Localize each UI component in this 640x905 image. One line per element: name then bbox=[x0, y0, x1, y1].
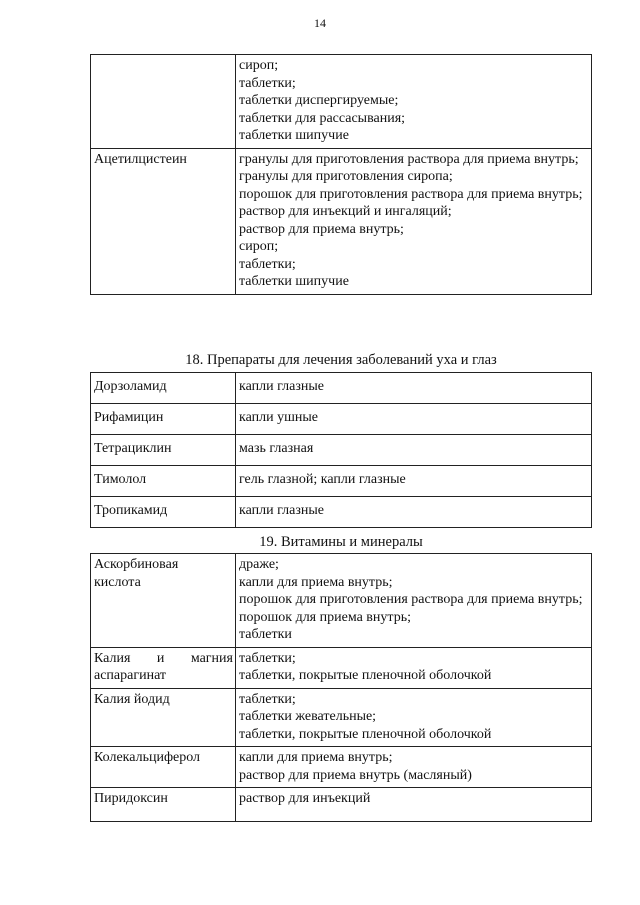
dosage-form: таблетки; bbox=[239, 691, 296, 707]
drug-name-line: Аскорбиновая bbox=[94, 557, 179, 572]
table-row bbox=[91, 688, 592, 747]
drug-name-cell bbox=[91, 55, 236, 149]
drug-name-word: и bbox=[156, 650, 165, 666]
section-19-title: 19. Витамины и минералы bbox=[259, 534, 423, 550]
table-row bbox=[91, 497, 592, 528]
dosage-forms-cell: капли ушные bbox=[236, 404, 592, 435]
dosage-form: таблетки; bbox=[239, 650, 296, 666]
dosage-form: таблетки, покрытые пленочной оболочкой bbox=[239, 668, 492, 683]
dosage-form: капли для приема внутрь; bbox=[239, 574, 393, 590]
dosage-form: сироп; bbox=[239, 239, 279, 254]
dosage-forms-cell: гель глазной; капли глазные bbox=[236, 466, 592, 497]
dosage-form: порошок для приготовления раствора для приема внутрь; bbox=[239, 592, 583, 607]
dosage-form: капли для приема внутрь; bbox=[239, 750, 393, 765]
drug-name-cell: Калия йодид bbox=[91, 688, 236, 747]
dosage-form: таблетки шипучие bbox=[239, 274, 349, 289]
drug-name-cell: Колекальциферол bbox=[91, 747, 236, 788]
drug-name-cell bbox=[91, 554, 236, 648]
dosage-form: раствор для приема внутрь; bbox=[239, 221, 404, 237]
table-row bbox=[91, 466, 592, 497]
table-row bbox=[91, 747, 592, 788]
section-18-title: 18. Препараты для лечения заболеваний уха и глаз bbox=[185, 352, 497, 368]
drug-name-cell: Тимолол bbox=[91, 466, 236, 497]
dosage-form: раствор для инъекций и ингаляций; bbox=[239, 204, 452, 219]
drug-name-line: кислота bbox=[94, 574, 141, 590]
table-row bbox=[91, 647, 592, 688]
dosage-form: гранулы для приготовления сиропа; bbox=[239, 169, 453, 184]
dosage-forms-cell bbox=[236, 747, 592, 788]
dosage-forms-cell: мазь глазная bbox=[236, 435, 592, 466]
dosage-form: таблетки диспергируемые; bbox=[239, 93, 399, 108]
dosage-forms-cell bbox=[236, 148, 592, 294]
drug-name-cell: Рифамицин bbox=[91, 404, 236, 435]
dosage-form: таблетки bbox=[239, 627, 292, 642]
dosage-form: таблетки для рассасывания; bbox=[239, 110, 406, 126]
drug-table-ear-eye bbox=[90, 372, 592, 528]
drug-name-line: аспарагинат bbox=[94, 668, 167, 683]
dosage-forms-cell: капли глазные bbox=[236, 373, 592, 404]
table-row bbox=[91, 404, 592, 435]
table-row bbox=[91, 788, 592, 822]
drug-name-cell: Пиридоксин bbox=[91, 788, 236, 822]
drug-table-vitamins bbox=[90, 553, 592, 822]
dosage-form: порошок для приготовления раствора для приема внутрь; bbox=[239, 186, 583, 202]
dosage-forms-cell bbox=[236, 647, 592, 688]
table-row bbox=[91, 435, 592, 466]
drug-name-cell: Дорзоламид bbox=[91, 373, 236, 404]
dosage-form: таблетки шипучие bbox=[239, 128, 349, 143]
drug-name-line bbox=[94, 650, 233, 668]
dosage-form: таблетки жевательные; bbox=[239, 709, 377, 724]
table-row bbox=[91, 148, 592, 294]
dosage-forms-cell bbox=[236, 55, 592, 149]
dosage-forms-cell: капли глазные bbox=[236, 497, 592, 528]
page-number: 14 bbox=[314, 16, 326, 30]
drug-name-cell: Тетрациклин bbox=[91, 435, 236, 466]
dosage-form: гранулы для приготовления раствора для приема внутрь; bbox=[239, 151, 579, 167]
dosage-forms-cell bbox=[236, 688, 592, 747]
drug-name-cell: Тропикамид bbox=[91, 497, 236, 528]
dosage-form: сироп; bbox=[239, 58, 279, 73]
dosage-form: порошок для приема внутрь; bbox=[239, 609, 411, 625]
dosage-form: таблетки, покрытые пленочной оболочкой bbox=[239, 726, 492, 742]
drug-name-word: Калия bbox=[94, 650, 131, 666]
dosage-forms-cell bbox=[236, 554, 592, 648]
drug-table-continuation bbox=[90, 54, 592, 295]
drug-name-word: магния bbox=[190, 650, 233, 666]
table-row bbox=[91, 373, 592, 404]
dosage-forms-cell: раствор для инъекций bbox=[236, 788, 592, 822]
table-row bbox=[91, 554, 592, 648]
drug-name-cell bbox=[91, 647, 236, 688]
drug-name-cell: Ацетилцистеин bbox=[91, 148, 236, 294]
dosage-form: раствор для приема внутрь (масляный) bbox=[239, 767, 472, 783]
dosage-form: драже; bbox=[239, 557, 279, 572]
dosage-form: таблетки; bbox=[239, 75, 296, 91]
table-row bbox=[91, 55, 592, 149]
dosage-form: таблетки; bbox=[239, 256, 296, 272]
